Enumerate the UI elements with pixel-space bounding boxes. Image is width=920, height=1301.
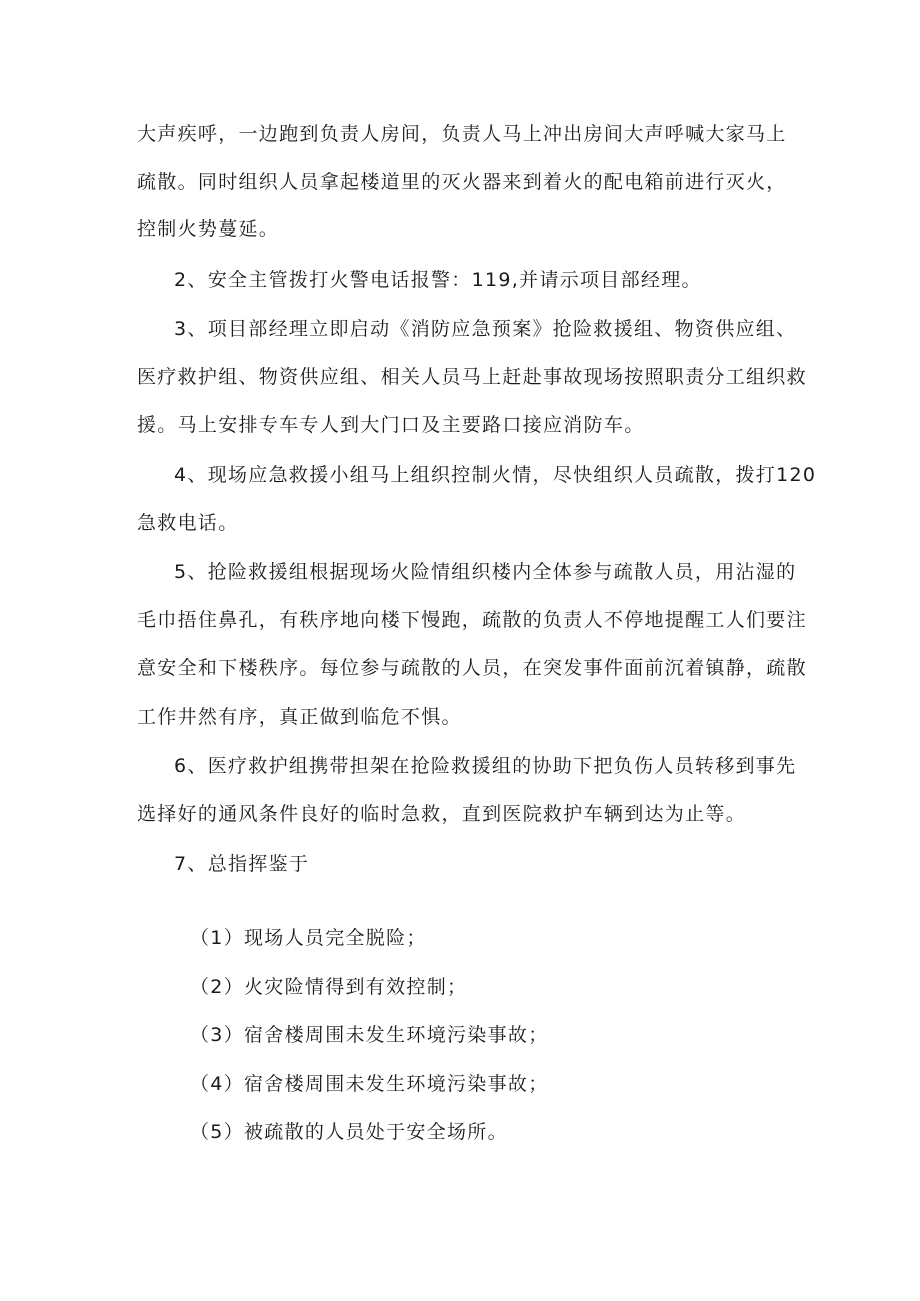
item-5-line-1: 5、抢险救援组根据现场火险情组织楼内全体参与疏散人员，用沾湿的: [174, 561, 797, 583]
item-7-line-1: 7、总指挥鉴于: [174, 853, 310, 875]
item-5-line-2: 毛巾捂住鼻孔，有秩序地向楼下慢跑，疏散的负责人不停地提醒工人们要注: [137, 609, 807, 631]
intro-line-3: 控制火势蔓延。: [137, 218, 280, 240]
item-2-line-1: 2、安全主管拨打火警电话报警：119,并请示项目部经理。: [174, 269, 702, 291]
item-6-line-2: 选择好的通风条件良好的临时急救，直到医院救护车辆到达为止等。: [137, 803, 747, 825]
condition-item: （5）被疏散的人员处于安全场所。: [190, 1121, 508, 1143]
item-4-line-1: 4、现场应急救援小组马上组织控制火情，尽快组织人员疏散，拨打120: [174, 464, 817, 486]
condition-item: （4）宿舍楼周围未发生环境污染事故；: [190, 1073, 549, 1095]
item-5-line-3: 意安全和下楼秩序。每位参与疏散的人员，在突发事件面前沉着镇静，疏散: [137, 657, 807, 679]
item-3-line-3: 援。马上安排专车专人到大门口及主要路口接应消防车。: [137, 414, 645, 436]
condition-item: （3）宿舍楼周围未发生环境污染事故；: [190, 1024, 549, 1046]
item-4-line-2: 急救电话。: [137, 512, 239, 534]
intro-line-1: 大声疾呼，一边跑到负责人房间，负责人马上冲出房间大声呼喊大家马上: [137, 123, 787, 145]
intro-line-2: 疏散。同时组织人员拿起楼道里的灭火器来到着火的配电箱前进行灭火，: [137, 171, 787, 193]
item-5-line-4: 工作井然有序，真正做到临危不惧。: [137, 706, 462, 728]
condition-item: （2）火灾险情得到有效控制；: [190, 976, 468, 998]
item-3-line-1: 3、项目部经理立即启动《消防应急预案》抢险救援组、物资供应组、: [174, 318, 797, 340]
condition-item: （1）现场人员完全脱险；: [190, 927, 427, 949]
item-6-line-1: 6、医疗救护组携带担架在抢险救援组的协助下把负伤人员转移到事先: [174, 755, 797, 777]
item-3-line-2: 医疗救护组、物资供应组、相关人员马上赶赴事故现场按照职责分工组织救: [137, 366, 807, 388]
